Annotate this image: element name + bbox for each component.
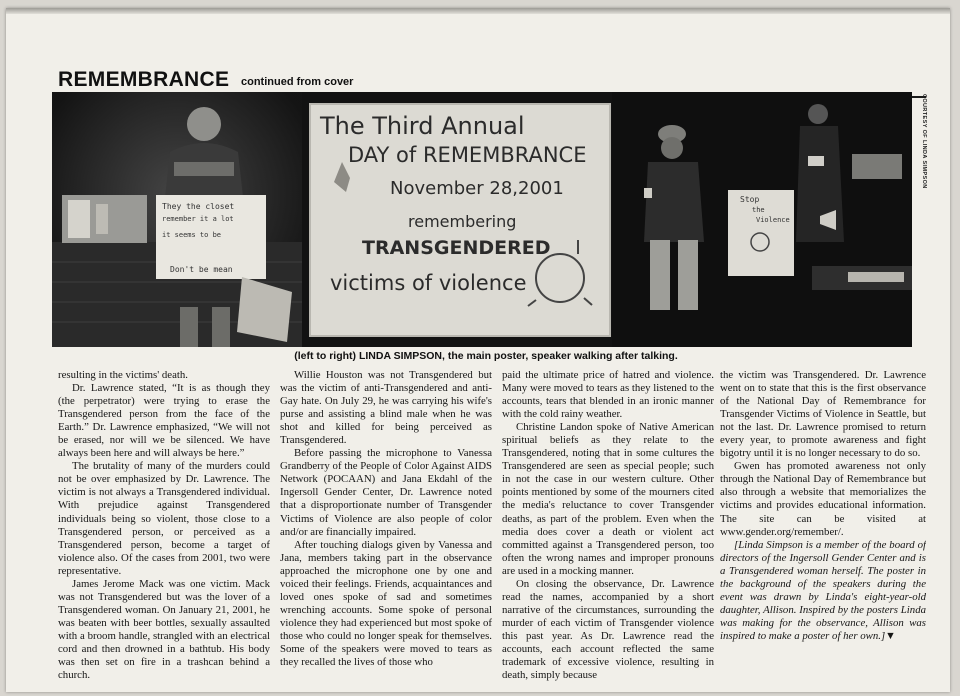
handwritten-sign-left xyxy=(156,195,266,279)
article-column-4 xyxy=(720,369,926,681)
svg-text:Violence: Violence xyxy=(756,216,790,224)
handwritten-sign-right xyxy=(728,190,794,276)
poster-line-1: The Third Annual xyxy=(320,112,525,140)
poster-line-5: TRANSGENDERED xyxy=(362,237,551,259)
paragraph: James Jerome Mack was one victim. Mack was not Transgendered but was the lover of a Transgendered woman. On January 21, 2001, he was beaten with beer bottles, sexually assaulted with a broom handle, strangled with an electrical cord and then drowned in a bathtub. His body was then set on fire in a trashcan behind a church. xyxy=(58,577,270,681)
paragraph: the victim was Transgendered. Dr. Lawrence went on to state that this is the first observance of the National Day of Remembrance for Transgender Victims of Violence in Seattle, but not the last. Dr. Lawrence promised to return every year, to promote awareness and fight bigotry until it is no longer necessary to do so. xyxy=(720,369,926,460)
page-edge-strip xyxy=(6,8,950,14)
article-column-3 xyxy=(502,369,714,681)
author-bio: [Linda Simpson is a member of the board of directors of the Ingersoll Gender Center and is a Transgendered woman herself. The poster in the background of the speakers during the event was drawn by Linda's eight-year-old daughter, Allison. Inspired by the posters Linda was making for the observance, Allison was inspired to make a poster of her own.]▼ xyxy=(720,538,926,642)
paragraph: The brutality of many of the murders could not be over emphasized by Dr. Lawrence. The victim is not always a Transgendered individual. With prejudice against Transgendered individuals being so violent, those close to a Transgendered person, or perceived as a Transgendered person, become a target of violence also. Of the cases from 2001, two were representative. xyxy=(58,460,270,577)
paragraph: On closing the observance, Dr. Lawrence read the names, accompanied by a short narrative of the circumstances, surrounding the murder of each victim of Transgender violence this past year. As Dr. Lawrence read the accounts, each account reflected the same trademark of excessive violence, resulting in death, simply because xyxy=(502,577,714,681)
poster-line-2: DAY of REMEMBRANCE xyxy=(348,143,587,167)
article-column-2 xyxy=(280,369,492,681)
photo-caption: (left to right) LINDA SIMPSON, the main poster, speaker walking after talking. xyxy=(294,350,678,362)
svg-text:They the closet: They the closet xyxy=(162,202,235,211)
paragraph: Willie Houston was not Transgendered but was the victim of anti-Transgendered and anti-Gay hate. On July 29, he was carrying his wife's purse and assisting a blind male when he was shot and killed for being perceived as Transgendered. xyxy=(280,369,492,447)
paragraph: Dr. Lawrence stated, “It is as though they (the perpetrator) were trying to erase the Transgendered person from the face of the Earth.” Dr. Lawrence emphasized, “We will not be erased, nor will we be silenced. We have always been here and will always be here.” xyxy=(58,382,270,460)
main-poster xyxy=(310,104,610,336)
svg-text:Don't be mean: Don't be mean xyxy=(170,265,233,274)
svg-text:the: the xyxy=(752,206,765,214)
photo-scene xyxy=(52,92,912,347)
paragraph: Christine Landon spoke of Native American spiritual beliefs as they relate to the Transgendered, noting that in some cultures the Transgendered are seen as special people; such in not the case in our western culture. Other points mentioned by some of the mourners cited the media's reluctance to cover Transgender deaths, as part of the problem. Even when the media does cover a death or violent act committed against a Transgendered person, too often the wrong names and improper pronouns are used in a mocking manner. xyxy=(502,421,714,577)
photo-credit: COURTESY OF LINDA SIMPSON xyxy=(921,94,927,189)
svg-text:it seems to be: it seems to be xyxy=(162,231,222,239)
section-title: REMEMBRANCE xyxy=(58,68,230,91)
paragraph: After touching dialogs given by Vanessa and Jana, members taking part in the observance approached the microphone one by one and voiced their feelings. Friends, acquaintances and loved ones spoke of sad and sometimes wrenching accounts. Some spoke of personal violence they had experienced but most spoke of those who could no longer speak for themselves. Some of the speakers were moved to tears as they recalled the lives of those who xyxy=(280,538,492,669)
svg-text:Stop: Stop xyxy=(740,195,760,204)
event-photo xyxy=(52,92,912,347)
poster-line-4: remembering xyxy=(408,212,517,231)
section-subtitle: continued from cover xyxy=(241,76,354,88)
poster-line-3: November 28,2001 xyxy=(390,178,564,199)
poster-line-6: victims of violence xyxy=(330,271,527,295)
paragraph: paid the ultimate price of hatred and violence. Many were moved to tears as they listened to the accounts, tears that blended in an ironic manner with the cold rainy weather. xyxy=(502,369,714,421)
article-column-1 xyxy=(58,369,270,681)
svg-text:remember it a lot: remember it a lot xyxy=(162,215,234,223)
paragraph: resulting in the victims' death. xyxy=(58,369,188,381)
paragraph: Gwen has promoted awareness not only through the National Day of Remembrance but also through a website that memorializes the victims and provides educational information. The site can be visited at www.gender.org/remember/. xyxy=(720,460,926,538)
paragraph: Before passing the microphone to Vanessa Grandberry of the People of Color Against AIDS Network (POCAAN) and Jana Ekdahl of the Ingersoll Gender Center, Dr. Lawrence noted that a disproportionate number of Transgender Victims of Violence are also people of color and/or are financially impaired. xyxy=(280,447,492,538)
